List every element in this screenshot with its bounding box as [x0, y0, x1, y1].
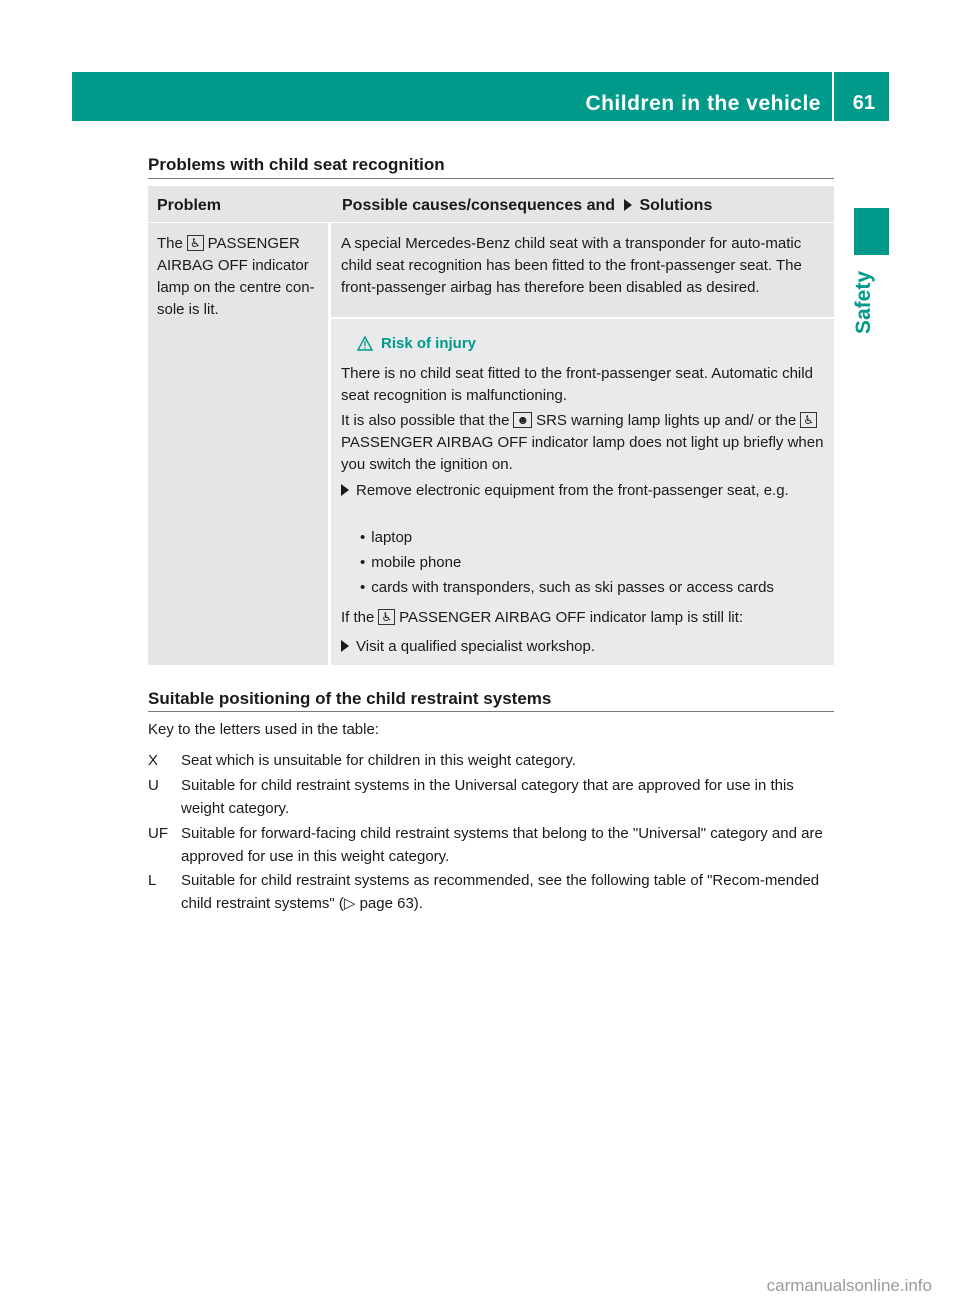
problem-description: PASSENGER AIRBAG OFF indicator lamp on the centre con-sole is lit.	[157, 235, 315, 318]
warning-triangle-icon	[357, 336, 373, 351]
side-tab-label: Safety	[852, 270, 875, 334]
cause-text: A special Mercedes-Benz child seat with a transponder for auto-matic child seat recognition has been fitted to the front-passenger seat. The front-passenger airbag has therefore been disabled as desired.	[341, 235, 802, 296]
passenger-airbag-off-icon: ♿	[378, 609, 395, 625]
also-possible-b: SRS warning lamp lights up and/ or the	[536, 412, 797, 429]
key-letter: L	[148, 872, 157, 889]
solution-cell	[331, 319, 834, 665]
list-item-text: cards with transponders, such as ski passes or access cards	[371, 579, 774, 596]
header-solutions-label: Solutions	[639, 197, 713, 214]
key-description: Seat which is unsuitable for children in this weight category.	[181, 752, 576, 769]
list-item-text: laptop	[371, 529, 413, 546]
list-item	[360, 552, 830, 574]
srs-warning-icon: ☻	[513, 412, 532, 428]
arrow-icon	[341, 484, 349, 496]
key-description: Suitable for child restraint systems in the Universal category that are approved for use in this weight category.	[181, 777, 794, 817]
header-causes	[342, 197, 712, 215]
page-number: 61	[852, 92, 875, 114]
key-letter: U	[148, 777, 159, 794]
problem-text	[157, 233, 327, 321]
section-rule	[148, 711, 834, 712]
problem-cell	[148, 223, 328, 665]
arrow-icon	[624, 199, 632, 211]
section-title-positioning: Suitable positioning of the child restraint systems	[148, 689, 552, 708]
arrow-icon	[341, 640, 349, 652]
action-remove-text: Remove electronic equipment from the front-passenger seat, e.g.	[356, 482, 789, 499]
watermark: carmanualsonline.info	[766, 1276, 932, 1295]
also-possible-a: It is also possible that the	[341, 412, 510, 429]
bullet-icon: •	[360, 579, 366, 596]
header-causes-label: Possible causes/consequences and	[342, 197, 616, 214]
action-remove	[341, 480, 831, 502]
header-bar	[72, 72, 889, 121]
key-intro: Key to the letters used in the table:	[148, 721, 379, 738]
action-visit-text: Visit a qualified specialist workshop.	[356, 638, 596, 655]
header-problem: Problem	[157, 197, 222, 214]
key-description: Suitable for child restraint systems as recommended, see the following table of "Recom-mended child restraint systems" (▷ page 63).	[181, 872, 820, 912]
also-possible-text	[341, 410, 831, 476]
key-row-uf	[148, 822, 838, 868]
table-header	[148, 186, 834, 222]
bullet-icon: •	[360, 529, 366, 546]
list-item-text: mobile phone	[371, 554, 462, 571]
section-rule	[148, 178, 834, 179]
warning-title: Risk of injury	[381, 335, 477, 352]
key-row-l	[148, 869, 838, 915]
passenger-airbag-off-icon: ♿	[800, 412, 817, 428]
key-row-x	[148, 749, 838, 772]
passenger-airbag-off-icon: ♿	[187, 235, 204, 251]
chapter-title: Children in the vehicle	[585, 92, 821, 115]
key-letter: UF	[148, 825, 168, 842]
problem-the: The	[157, 235, 183, 252]
key-row-u	[148, 774, 838, 820]
list-item	[360, 577, 830, 599]
also-possible-c: PASSENGER AIRBAG OFF indicator lamp does not light up briefly when you switch the ignition on.	[341, 434, 824, 473]
key-description: Suitable for forward-facing child restraint systems that belong to the "Universal" category and are approved for use in this weight category.	[181, 825, 823, 865]
if-still-lit-text	[341, 607, 831, 629]
list-item	[360, 527, 830, 549]
if-the: If the	[341, 609, 375, 626]
side-tab-marker	[854, 208, 889, 255]
cause-cell	[331, 223, 834, 317]
header-divider	[832, 72, 834, 121]
key-letter: X	[148, 752, 159, 769]
bullet-icon: •	[360, 554, 366, 571]
section-title-problems: Problems with child seat recognition	[148, 155, 445, 174]
warning-text: There is no child seat fitted to the front-passenger seat. Automatic child seat recognition is malfunctioning.	[341, 365, 813, 404]
warning-heading	[357, 335, 476, 352]
if-rest: PASSENGER AIRBAG OFF indicator lamp is still lit:	[399, 609, 744, 626]
action-visit	[341, 636, 831, 658]
